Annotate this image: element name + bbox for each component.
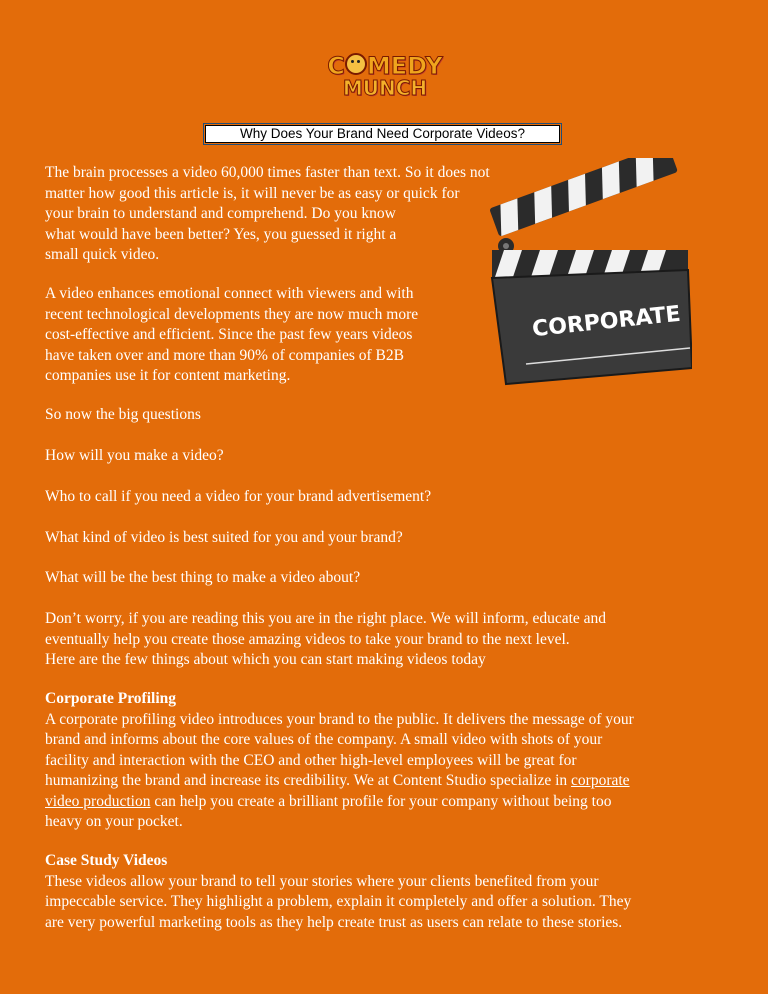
question-1: How will you make a video?: [45, 447, 224, 464]
cp-line-4-text: humanizing the brand and increase its credibility. We at Content Studio specialize in: [45, 772, 572, 789]
cp-line-5-text: can help you create a brilliant profile for your company without being too: [150, 792, 612, 810]
clapperboard-icon: [482, 158, 692, 386]
question-3: What kind of video is best suited for you and your brand?: [45, 529, 403, 546]
intro-line-2: matter how good this article is, it will never be as easy or quick for: [45, 184, 460, 202]
clapper-label: CORPORATE: [531, 301, 682, 343]
cp-line-6: heavy on your pocket.: [45, 813, 183, 830]
intro-line-3: your brain to understand and comprehend. Do you know: [45, 205, 396, 222]
logo-face-icon: [345, 53, 367, 75]
title-box: [203, 123, 562, 145]
corporate-video-link-part-1[interactable]: corporate: [571, 772, 630, 789]
questions-intro: So now the big questions: [45, 406, 201, 423]
intro-line-5: small quick video.: [45, 246, 160, 263]
cs-line-2: impeccable service. They highlight a problem, explain it completely and offer a solution. They: [45, 893, 632, 910]
case-study-heading: Case Study Videos: [45, 852, 168, 869]
cs-line-3: are very powerful marketing tools as they help create trust as users can relate to these stories.: [45, 913, 623, 931]
intro-line-4: what would have been better? Yes, you guessed it right a: [45, 225, 397, 243]
logo-line-1: C MEDY: [327, 52, 443, 80]
comedy-munch-logo: [326, 53, 444, 101]
para2-line-3: cost-effective and efficient. Since the past few years videos: [45, 326, 413, 343]
corporate-profiling-heading: Corporate Profiling: [45, 690, 177, 707]
question-2: Who to call if you need a video for your brand advertisement?: [45, 488, 432, 505]
cs-line-1: These videos allow your brand to tell your stories where your clients benefited from your: [45, 872, 599, 890]
intro-line-1: The brain processes a video 60,000 times faster than text. So it does not: [45, 164, 490, 181]
logo-line-2: MUNCH: [342, 76, 428, 100]
para2-line-1: A video enhances emotional connect with viewers and with: [45, 285, 414, 302]
closing-line-1: Don’t worry, if you are reading this you are in the right place. We will inform, educate and: [45, 610, 607, 627]
cp-line-5: [45, 792, 611, 813]
cp-line-4: [45, 771, 630, 792]
page-title: Why Does Your Brand Need Corporate Videos?: [205, 125, 560, 143]
para2-line-4: have taken over and more than 90% of companies of B2B: [45, 346, 404, 364]
closing-line-3: Here are the few things about which you can start making videos today: [45, 651, 486, 668]
corporate-video-link-part-2[interactable]: video production: [45, 792, 151, 810]
para2-line-5: companies use it for content marketing.: [45, 367, 291, 384]
question-4: What will be the best thing to make a video about?: [45, 569, 361, 586]
para2-line-2: recent technological developments they are now much more: [45, 305, 419, 323]
cp-line-3: facility and interaction with the CEO and other high-level employees will be great for: [45, 751, 577, 769]
cp-line-2: brand and informs about the core values of the company. A small video with shots of your: [45, 731, 603, 748]
cp-line-1: A corporate profiling video introduces your brand to the public. It delivers the message of your: [45, 710, 634, 728]
closing-line-2: eventually help you create those amazing videos to take your brand to the next level.: [45, 630, 570, 648]
